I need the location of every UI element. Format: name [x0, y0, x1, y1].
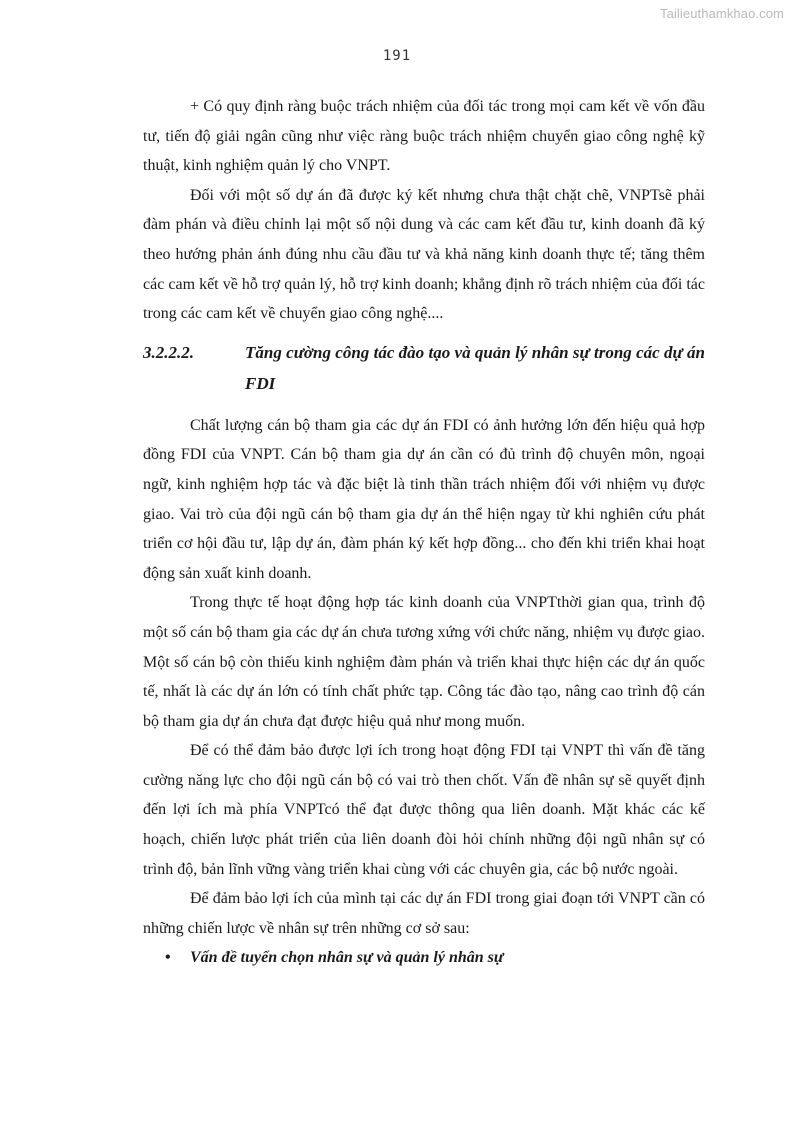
paragraph-capacity-building: Để có thể đảm bảo được lợi ích trong hoạt động FDI tại VNPT thì vấn đề tăng cường năng lực cho đội ngũ cán bộ có vai trò then chốt. Vấn đề nhân sự sẽ quyết định đến lợi ích mà phía VNPTcó thể đạt được thông qua liên doanh. Mặt khác các kế hoạch, chiến lược phát triển của liên doanh đòi hỏi chính những đội ngũ nhân sự có trình độ, bản lĩnh vững vàng triển khai cùng với các chuyên gia, các bộ nước ngoài.: [143, 742, 705, 878]
paragraph-staff-quality: Chất lượng cán bộ tham gia các dự án FDI có ảnh hưởng lớn đến hiệu quả hợp đồng FDI của VNPT. Cán bộ tham gia dự án cần có đủ trình độ chuyên môn, ngoại ngữ, kinh nghiệm hợp tác và đặc biệt là tinh thần trách nhiệm đối với nhiệm vụ được giao. Vai trò của đội ngũ cán bộ tham gia dự án thể hiện ngay từ khi nghiên cứu phát triển cơ hội đầu tư, lập dự án, đàm phán ký kết hợp đồng... cho đến khi triển khai hoạt động sản xuất kinh doanh.: [143, 416, 705, 582]
paragraph-current-practice: Trong thực tế hoạt động hợp tác kinh doanh của VNPTthời gian qua, trình độ một số cán bộ tham gia các dự án chưa tương xứng với chức năng, nhiệm vụ được giao. Một số cán bộ còn thiếu kinh nghiệm đàm phán và triển khai thực hiện các dự án quốc tế, nhất là các dự án lớn có tính chất phức tạp. Công tác đào tạo, nâng cao trình độ cán bộ tham gia dự án chưa đạt được hiệu quả như mong muốn.: [143, 594, 705, 730]
section-heading: [143, 337, 705, 399]
section-title: Tăng cường công tác đào tạo và quản lý nhân sự trong các dự án FDI: [245, 342, 705, 393]
paragraph-hr-strategy: Để đảm bảo lợi ích của mình tại các dự án FDI trong giai đoạn tới VNPT cần có những chiến lược về nhân sự trên những cơ sở sau:: [143, 890, 705, 937]
bullet-item: [143, 943, 705, 973]
paragraph-commitment-rule: + Có quy định ràng buộc trách nhiệm của đối tác trong mọi cam kết về vốn đầu tư, tiến độ giải ngân cũng như việc ràng buộc trách nhiệm chuyển giao công nghệ kỹ thuật, kinh nghiệm quản lý cho VNPT.: [143, 98, 705, 175]
paragraph-renegotiation: Đối với một số dự án đã được ký kết nhưng chưa thật chặt chẽ, VNPTsẽ phải đàm phán và điều chỉnh lại một số nội dung và các cam kết đầu tư, kinh doanh đã ký theo hướng phản ánh đúng nhu cầu đầu tư và khả năng kinh doanh thực tế; tăng thêm các cam kết về hỗ trợ quản lý, hỗ trợ kinh doanh; khẳng định rõ trách nhiệm của đối tác trong các cam kết về chuyển giao công nghệ....: [143, 186, 705, 323]
bullet-text: Vấn đề tuyển chọn nhân sự và quản lý nhân sự: [190, 949, 504, 967]
page-number: 191: [382, 48, 412, 64]
watermark-text: Tailieuthamkhao.com: [659, 6, 784, 21]
bullet-symbol: •: [165, 949, 171, 967]
document-body: [143, 92, 705, 973]
section-number: 3.2.2.2.: [143, 342, 194, 362]
